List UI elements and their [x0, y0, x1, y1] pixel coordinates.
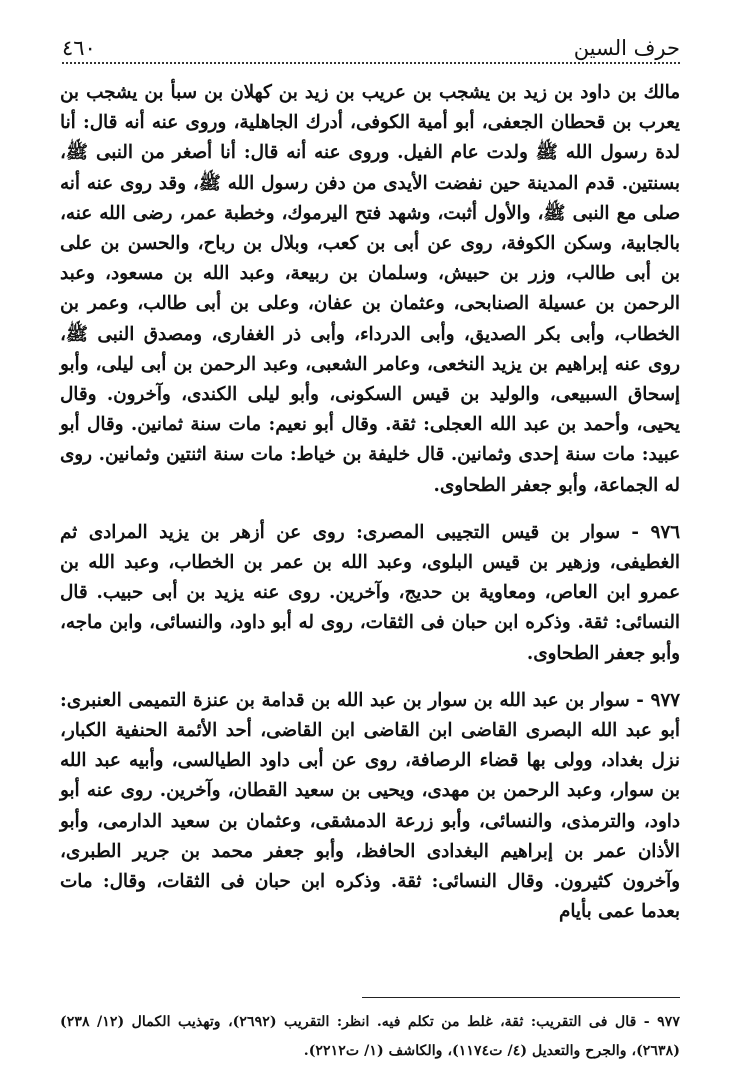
main-text [60, 78, 680, 927]
footnote-divider [362, 997, 680, 998]
header-divider [62, 62, 680, 64]
footnote-977: ٩٧٧ - قال فى التقريب: ثقة، غلط من تكلم فيه. انظر: التقريب (٢٦٩٢)، وتهذيب الكمال (١٢/ ٢٣٨) (٢٦٣٨)، والجرح والتعديل (٤/ ت١١٧٤)، والكاشف (١/ ت٢٢١٢). [60, 1014, 680, 1059]
footnotes [60, 1008, 680, 1066]
entry-976: ٩٧٦ - سوار بن قيس التجيبى المصرى: روى عن أزهر بن يزيد المرادى ثم الغطيفى، وزهير بن قيس البلوى، وعبد الله بن عمر بن الخطاب، وعبد الله بن عمرو ابن العاص، ومعاوية بن حديج، وآخرين. روى عنه يزيد بن أبى حبيب. قال النسائى: ثقة. وذكره ابن حبان فى الثقات، روى له أبو داود، والنسائى، وابن ماجه، وأبو جعفر الطحاوى. [60, 521, 680, 664]
section-title: حرف السين [573, 36, 680, 60]
page-header [62, 30, 680, 60]
paragraph-continuation: مالك بن داود بن زيد بن يشجب بن عريب بن زيد بن كهلان بن سبأ بن يشجب بن يعرب بن قحطان الجعفى، أبو أمية الكوفى، أدرك الجاهلية، وروى عنه أنه قال: أنا لدة رسول الله ﷺ ولدت عام الفيل. وروى عنه أنه قال: أنا أصغر من النبى ﷺ، بسنتين. قدم المدينة حين نفضت الأيدى من دفن رسول الله ﷺ، وقد روى عنه أنه صلى مع النبى ﷺ، والأول أثبت، وشهد فتح اليرموك، وخطبة عمر، رضى الله عنه، بالجابية، وسكن الكوفة، روى عن أبى بن كعب، وبلال بن رباح، والحسن بن على بن أبى طالب، وزر بن حبيش، وسلمان بن ربيعة، وعبد الله بن مسعود، وعبد الرحمن بن عسيلة الصنابحى، وعثمان بن عفان، وعلى بن أبى طالب، وعمر بن الخطاب، وأبى بكر الصديق، وأبى الدرداء، وأبى ذر الغفارى، ومصدق النبى ﷺ، روى عنه إبراهيم بن يزيد النخعى، وعامر الشعبى، وعبد الرحمن بن أبى ليلى، وأبو إسحاق السبيعى، والوليد بن قيس السكونى، وأبو ليلى الكندى، وآخرون. وقال يحيى، وأحمد بن عبد الله العجلى: ثقة. وقال أبو نعيم: مات سنة ثمانين. وقال أبو عبيد: مات سنة إحدى وثمانين. قال خليفة بن خياط: مات سنة اثنتين وثمانين. روى له الجماعة، وأبو جعفر الطحاوى. [60, 82, 680, 496]
page-number: ٤٦٠ [62, 36, 96, 60]
entry-977: ٩٧٧ - سوار بن عبد الله بن سوار بن عبد الله بن قدامة بن عنزة التميمى العنبرى: أبو عبد الله البصرى القاضى ابن القاضى ابن القاضى، أحد الأئمة الحنفية الكبار، نزل بغداد، وولى بها قضاء الرصافة، روى عن أبى داود الطيالسى، وأبيه عبد الله بن سوار، وعبد الرحمن بن مهدى، ويحيى بن سعيد القطان، وآخرين. روى عنه أبو داود، والترمذى، والنسائى، وأبو زرعة الدمشقى، وعثمان بن سعيد الدارمى، وأبو الأذان عمر بن إبراهيم البغدادى الحافظ، وأبو جعفر محمد بن جرير الطبرى، وآخرون كثيرون. وقال النسائى: ثقة. وذكره ابن حبان فى الثقات، وقال: مات بعدما عمى بأيام [60, 689, 680, 923]
